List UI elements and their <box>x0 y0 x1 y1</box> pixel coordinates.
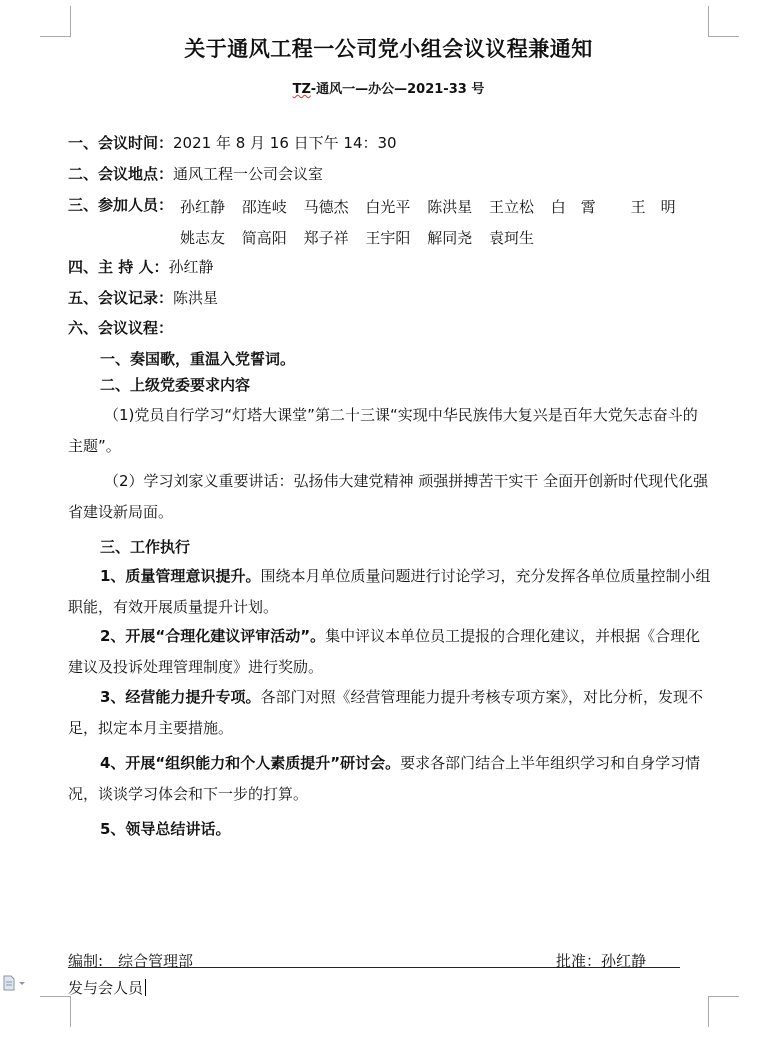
agenda-item-anthem: 一、奏国歌，重温入党誓词。 <box>100 350 296 368</box>
meeting-place-value: 通风工程一公司会议室 <box>173 165 324 183</box>
host-label: 四、主 持 人： <box>68 258 169 276</box>
document-number-rest: -通风一—办公—2021-33 号 <box>310 82 485 97</box>
attendees-row <box>180 223 688 254</box>
requirement-paragraph-2: （2）学习刘家义重要讲话：弘扬伟大建党精神 顽强拼搏苦干实干 全面开创新时代现代化强省建设新局面。 <box>68 472 709 521</box>
meeting-place-label: 二、会议地点： <box>68 165 174 183</box>
recorder-value: 陈洪星 <box>173 289 219 307</box>
editor-line: 编制: 综合管理部 <box>68 952 194 970</box>
attendee: 解同尧 <box>427 229 473 247</box>
attendee: 王宇阳 <box>365 229 411 247</box>
meeting-place-row <box>68 163 323 184</box>
attendee: 郑子祥 <box>303 229 349 247</box>
task-title: 2、开展“合理化建议评审活动”。 <box>100 627 326 645</box>
task-paragraph-5: 5、领导总结讲话。 <box>100 820 231 838</box>
attendee: 姚志友 <box>180 229 226 247</box>
attendee: 孙红静 <box>180 198 226 216</box>
attendee: 陈洪星 <box>427 198 473 216</box>
attendee: 白光平 <box>365 198 411 216</box>
task-text: 集中评议本单位员工提报的合理化建议，并根据《合理化建议及投诉处理管理制度》进行奖励。 <box>68 627 701 676</box>
approver-line: 批准：孙红静 <box>556 952 647 970</box>
attendee: 袁珂生 <box>488 229 534 247</box>
document-number <box>0 78 777 97</box>
document-icon[interactable] <box>2 975 28 991</box>
page-corner-mark <box>708 996 739 1027</box>
recorder-row <box>68 287 218 308</box>
task-title: 1、质量管理意识提升。 <box>100 567 261 585</box>
agenda-label: 六、会议议程： <box>68 319 174 337</box>
page-corner-mark <box>40 996 71 1027</box>
requirement-paragraph-1: （1)党员自行学习“灯塔大课堂”第二十三课“实现中华民族伟大复兴是百年大党矢志奋斗的主题”。 <box>68 406 698 455</box>
attendee: 简高阳 <box>241 229 287 247</box>
attendees-row <box>180 192 688 223</box>
host-row <box>68 256 213 277</box>
agenda-item-requirements: 二、上级党委要求内容 <box>100 376 251 394</box>
attendee: 白 霄 <box>550 198 596 216</box>
attendees-list <box>180 192 688 254</box>
task-paragraph-3 <box>68 682 712 744</box>
attendee: 王 明 <box>630 198 676 216</box>
task-title: 4、开展“组织能力和个人素质提升”研讨会。 <box>100 754 401 772</box>
task-text: 要求各部门结合上半年组织学习和自身学习情况，谈谈学习体会和下一步的打算。 <box>68 754 701 803</box>
task-text: 各部门对照《经营管理能力提升考核专项方案》，对比分析，发现不足，拟定本月主要措施。 <box>68 688 703 737</box>
document-number-prefix: TZ <box>292 82 311 97</box>
task-text: 围绕本月单位质量问题进行讨论学习，充分发挥各单位质量控制小组职能，有效开展质量提升计划。 <box>68 567 711 616</box>
task-paragraph-1 <box>68 561 712 623</box>
meeting-time-value: 2021 年 8 月 16 日下午 14：30 <box>173 134 397 152</box>
recorder-label: 五、会议记录： <box>68 289 174 307</box>
attendee: 邵连岐 <box>241 198 287 216</box>
attendees-label: 三、参加人员： <box>68 196 174 214</box>
text-cursor <box>145 979 146 996</box>
host-value: 孙红静 <box>168 258 214 276</box>
attendee: 王立松 <box>488 198 534 216</box>
distribution-line <box>68 977 146 998</box>
footer-rule <box>68 967 680 968</box>
task-title: 3、经营能力提升专项。 <box>100 688 261 706</box>
task-paragraph-2 <box>68 621 712 683</box>
distribution-text: 发与会人员 <box>68 979 144 997</box>
attendee: 马德杰 <box>303 198 349 216</box>
agenda-item-execution: 三、工作执行 <box>100 538 191 556</box>
meeting-time-row <box>68 132 397 153</box>
document-title: 关于通风工程一公司党小组会议议程兼通知 <box>184 37 593 61</box>
meeting-time-label: 一、会议时间： <box>68 134 174 152</box>
task-paragraph-4 <box>68 748 712 810</box>
